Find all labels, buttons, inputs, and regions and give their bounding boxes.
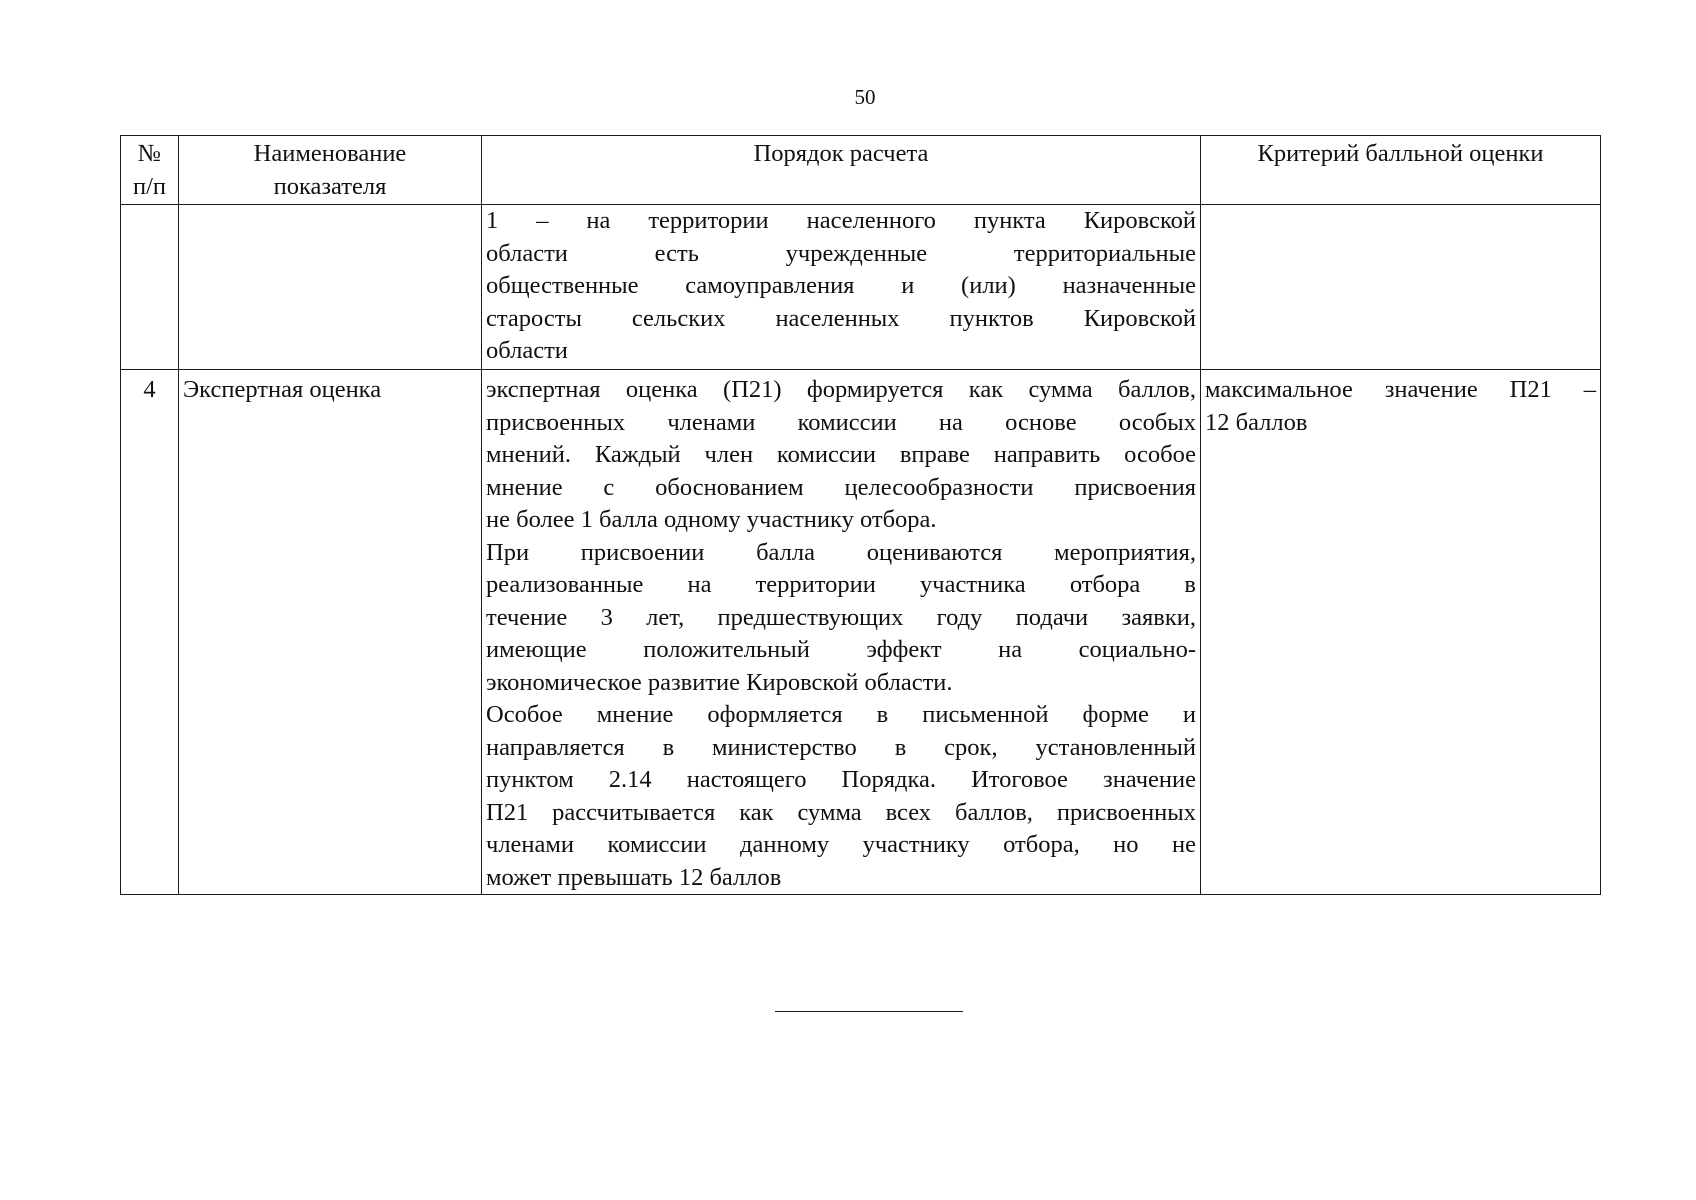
calc-line: старосты сельских населенных пунктов Кировской — [486, 304, 1196, 332]
calc-line: 1 – на территории населенного пункта Кировской — [486, 207, 1196, 234]
cell-number: 4 — [121, 370, 179, 895]
criterion-line: максимальное значение П21 – — [1205, 376, 1596, 403]
calc-line: области — [486, 337, 568, 364]
cell-indicator-name: Экспертная оценка — [179, 370, 482, 895]
calc-line: П21 рассчитывается как сумма всех баллов, присвоенных — [486, 798, 1196, 826]
header-name-line-1: Наименование — [253, 140, 407, 167]
calc-line: реализованные на территории участника отбора в — [486, 571, 1196, 598]
calc-line: присвоенных членами комиссии на основе особых — [486, 408, 1196, 436]
calc-line: Особое мнение оформляется в письменной форме и — [486, 701, 1196, 728]
footer-rule — [775, 1011, 963, 1012]
cell-number — [121, 205, 179, 370]
header-indicator-name — [179, 136, 482, 205]
calc-line: может превышать 12 баллов — [486, 863, 782, 891]
calc-line: экспертная оценка (П21) формируется как сумма баллов, — [486, 376, 1196, 403]
calc-line: членами комиссии данному участнику отбора, но не — [486, 831, 1196, 858]
calc-line: мнений. Каждый член комиссии вправе направить особое — [486, 441, 1196, 468]
cell-scoring-criterion — [1201, 205, 1601, 370]
header-calculation-order: Порядок расчета — [482, 136, 1201, 205]
cell-calculation-order — [482, 205, 1201, 370]
header-scoring-criterion: Критерий балльной оценки — [1201, 136, 1601, 205]
table-row-expert-assessment — [121, 370, 1601, 895]
header-name-line-2: показателя — [273, 172, 387, 200]
calc-line: пунктом 2.14 настоящего Порядка. Итоговое значение — [486, 766, 1196, 793]
calc-line: области есть учрежденные территориальные — [486, 239, 1196, 267]
cell-calculation-order — [482, 370, 1201, 895]
calc-line: не более 1 балла одному участнику отбора. — [486, 506, 937, 533]
calc-line: экономическое развитие Кировской области. — [486, 668, 953, 696]
calc-line: общественные самоуправления и (или) назначенные — [486, 272, 1196, 299]
calc-line: течение 3 лет, предшествующих году подачи заявки, — [486, 603, 1196, 631]
header-number — [121, 136, 179, 205]
header-number-line-2: п/п — [132, 172, 167, 200]
header-number-line-1: № — [137, 140, 162, 167]
calc-line: имеющие положительный эффект на социально- — [486, 636, 1196, 663]
calc-line: мнение с обоснованием целесообразности присвоения — [486, 473, 1196, 501]
criterion-line: 12 баллов — [1205, 408, 1308, 436]
calc-line: При присвоении балла оцениваются мероприятия, — [486, 538, 1196, 566]
page-number: 50 — [854, 85, 876, 109]
table-header-row — [121, 136, 1601, 205]
cell-indicator-name — [179, 205, 482, 370]
table-row-continuation — [121, 205, 1601, 370]
calc-line: направляется в министерство в срок, установленный — [486, 733, 1196, 761]
cell-scoring-criterion — [1201, 370, 1601, 895]
criteria-table — [120, 135, 1601, 895]
